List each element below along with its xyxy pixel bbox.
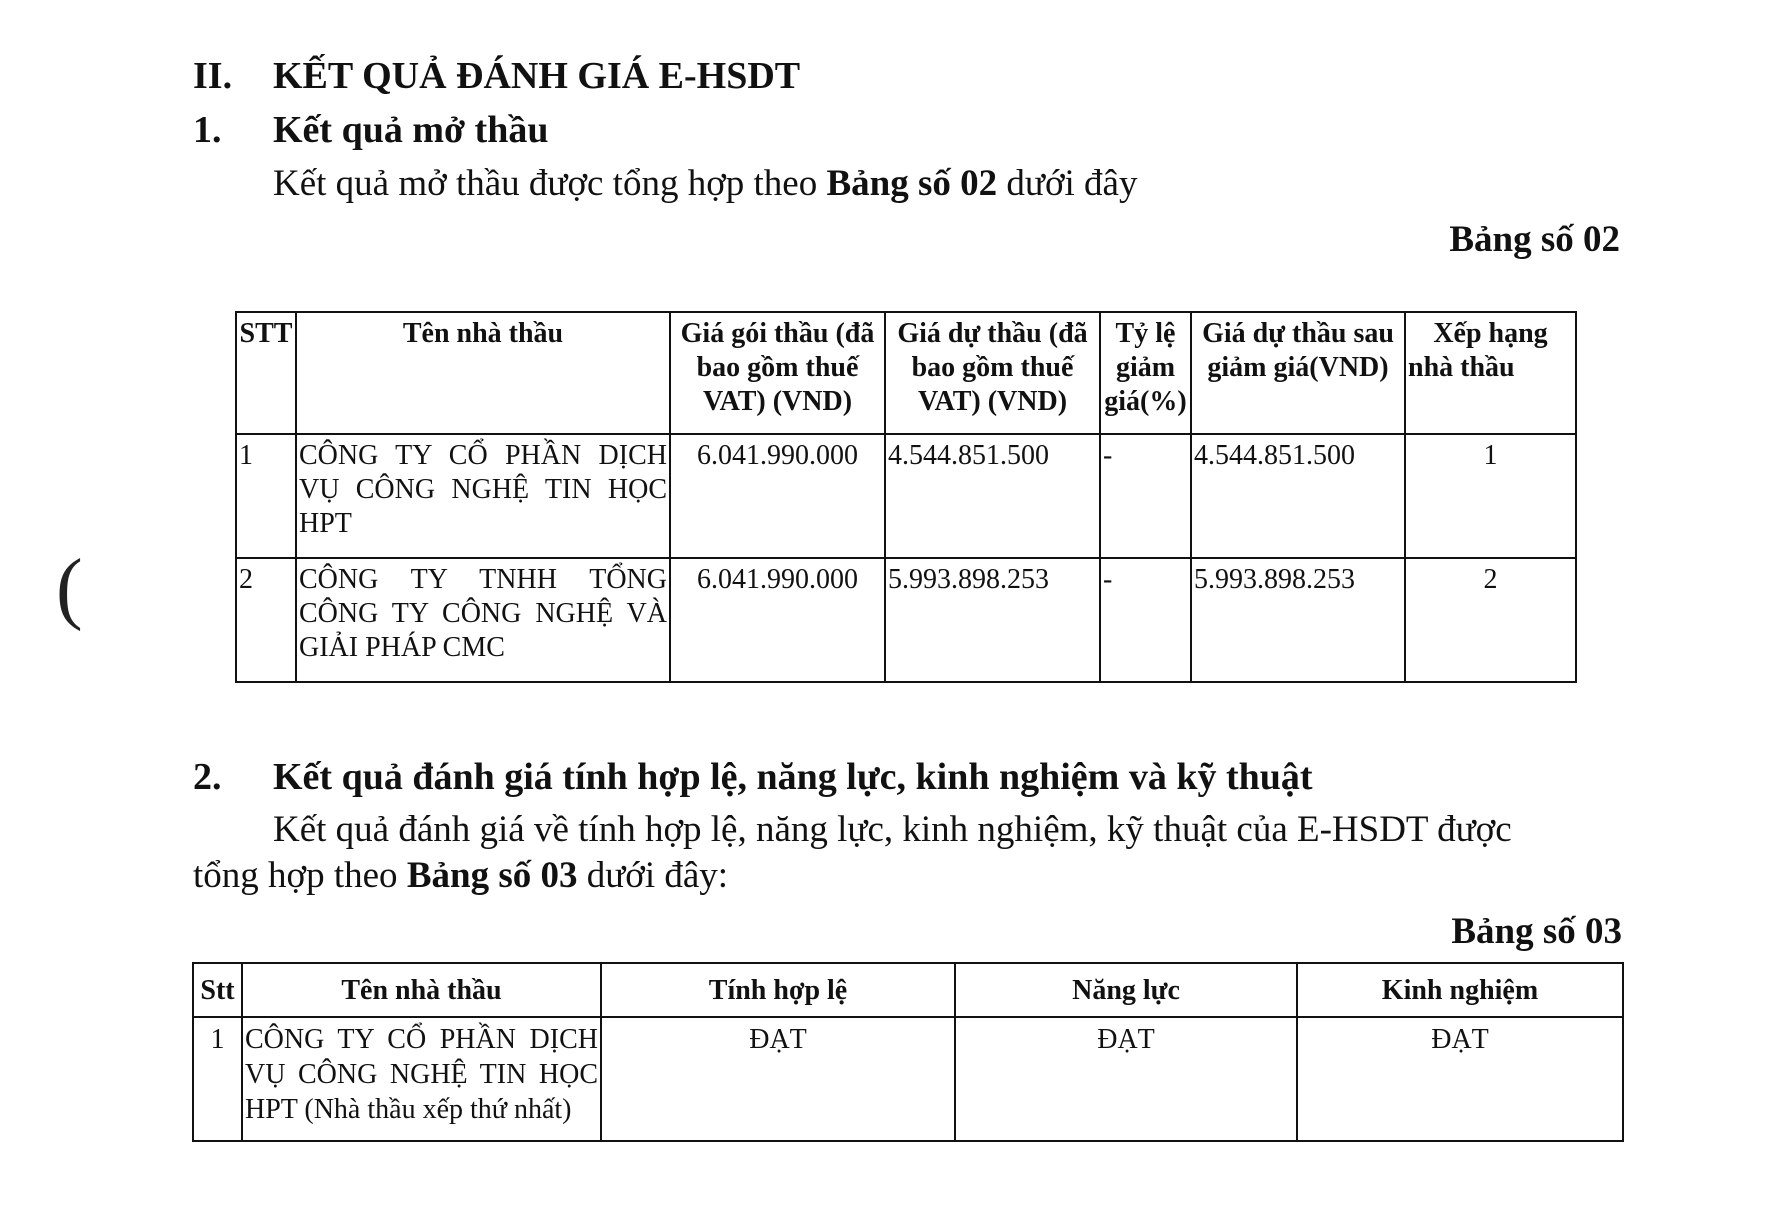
subsection-2-paragraph-line2 [193,854,728,898]
table-02-label: Bảng số 02 [1449,219,1620,260]
cell-stt: 1 [193,1017,242,1141]
subsection-2-paragraph-line1: Kết quả đánh giá về tính hợp lệ, năng lực, kinh nghiệm, kỹ thuật của E-HSDT được [273,809,1512,850]
cell-capacity: ĐẠT [955,1017,1297,1141]
header-contractor-name: Tên nhà thầu [296,312,670,434]
subsection-2-title: Kết quả đánh giá tính hợp lệ, năng lực, kinh nghiệm và kỹ thuật [273,756,1313,798]
header-ranking: Xếp hạng nhà thầu [1405,312,1576,434]
header-capacity: Năng lực [955,963,1297,1017]
cell-contractor-name: CÔNG TY CỔ PHẦN DỊCH VỤ CÔNG NGHỆ TIN HỌC HPT (Nhà thầu xếp thứ nhất) [242,1017,601,1141]
table-header-row [193,963,1623,1017]
cell-discount-rate: - [1100,558,1191,682]
header-package-price: Giá gói thầu (đã bao gồm thuế VAT) (VND) [670,312,885,434]
margin-bracket-mark: ( [56,544,83,632]
header-price-after-discount: Giá dự thầu sau giảm giá(VND) [1191,312,1405,434]
cell-contractor-name: CÔNG TY CỔ PHẦN DỊCH VỤ CÔNG NGHỆ TIN HỌC HPT [296,434,670,558]
cell-bid-price: 4.544.851.500 [885,434,1100,558]
table-row [193,1017,1623,1141]
cell-package-price: 6.041.990.000 [670,434,885,558]
header-stt: STT [236,312,296,434]
header-stt: Stt [193,963,242,1017]
table-row [236,434,1576,558]
cell-ranking: 2 [1405,558,1576,682]
paragraph-text: tổng hợp theo [193,855,407,896]
header-bid-price: Giá dự thầu (đã bao gồm thuế VAT) (VND) [885,312,1100,434]
cell-validity: ĐẠT [601,1017,955,1141]
subsection-2-number: 2. [193,756,222,798]
header-experience: Kinh nghiệm [1297,963,1623,1017]
cell-experience: ĐẠT [1297,1017,1623,1141]
evaluation-table [192,962,1624,1142]
header-discount-rate: Tỷ lệ giảm giá(%) [1100,312,1191,434]
cell-package-price: 6.041.990.000 [670,558,885,682]
paragraph-text: dưới đây: [577,855,729,896]
subsection-1-paragraph [273,162,1137,206]
header-contractor-name: Tên nhà thầu [242,963,601,1017]
table-03-label: Bảng số 03 [1451,911,1622,952]
cell-bid-price: 5.993.898.253 [885,558,1100,682]
cell-contractor-name: CÔNG TY TNHH TỔNG CÔNG TY CÔNG NGHỆ VÀ GIẢI PHÁP CMC [296,558,670,682]
paragraph-text: dưới đây [997,163,1138,204]
table-header-row [236,312,1576,434]
header-validity: Tính hợp lệ [601,963,955,1017]
cell-ranking: 1 [1405,434,1576,558]
subsection-1-number: 1. [193,109,222,151]
section-number: II. [193,55,233,97]
table-row [236,558,1576,682]
cell-discount-rate: - [1100,434,1191,558]
paragraph-text: Kết quả mở thầu được tổng hợp theo [273,163,827,204]
cell-price-after-discount: 5.993.898.253 [1191,558,1405,682]
section-title: KẾT QUẢ ĐÁNH GIÁ E-HSDT [273,55,801,97]
cell-price-after-discount: 4.544.851.500 [1191,434,1405,558]
cell-stt: 2 [236,558,296,682]
bid-opening-table [235,311,1577,683]
subsection-1-title: Kết quả mở thầu [273,109,549,151]
cell-stt: 1 [236,434,296,558]
paragraph-table-ref: Bảng số 03 [406,855,578,896]
paragraph-table-ref: Bảng số 02 [826,163,998,204]
